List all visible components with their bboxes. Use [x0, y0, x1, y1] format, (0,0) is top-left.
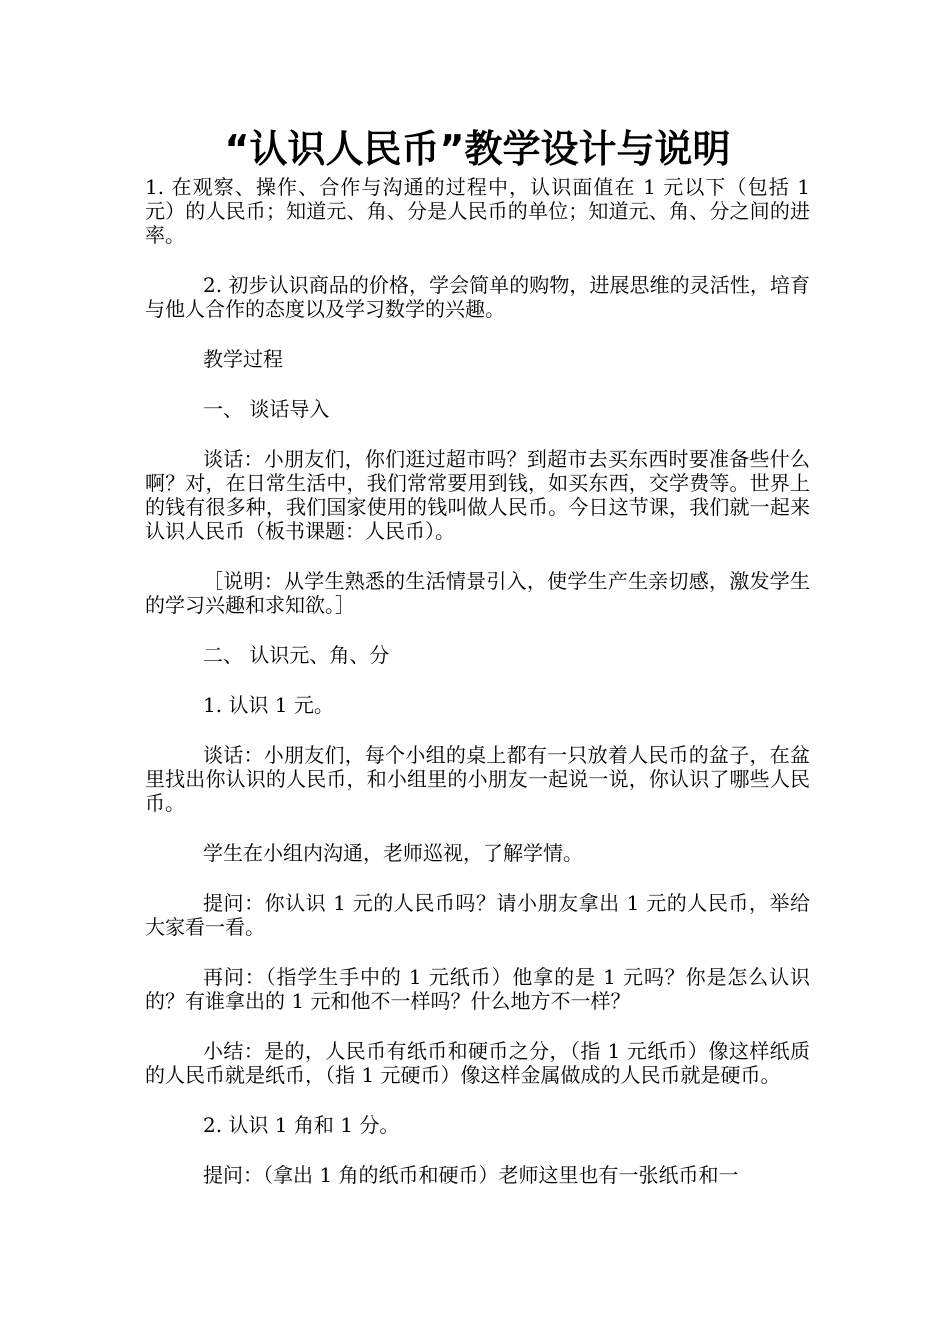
subheading-jiao-fen: 2. 认识 1 角和 1 分。	[203, 1113, 400, 1137]
section-heading-intro: 一、 谈话导入	[203, 397, 330, 421]
section-heading-units: 二、 认识元、角、分	[203, 643, 390, 667]
objective-1: 1. 在观察、操作、合作与沟通的过程中，认识面值在 1 元以下（包括 1 元）的人民币；知道元、角、分是人民币的单位；知道元、角、分之间的进率。	[145, 175, 810, 247]
document-page	[145, 125, 810, 1213]
paragraph-talk-groups: 谈话：小朋友们，每个小组的桌上都有一只放着人民币的盆子，在盆里找出你认识的人民币，和小组里的小朋友一起说一说，你认识了哪些人民币。	[145, 743, 810, 815]
paragraph-summary: 小结：是的，人民币有纸币和硬币之分，（指 1 元纸币）像这样纸质的人民币就是纸币，（指 1 元硬币）像这样金属做成的人民币就是硬币。	[145, 1039, 810, 1087]
paragraph-question-1: 提问：你认识 1 元的人民币吗？请小朋友拿出 1 元的人民币，举给大家看一看。	[145, 891, 810, 939]
section-heading-process: 教学过程	[203, 347, 283, 371]
paragraph-talk-intro: 谈话：小朋友们，你们逛过超市吗？到超市去买东西时要准备些什么啊？对，在日常生活中，我们常常要用到钱，如买东西，交学费等。世界上的钱有很多种，我们国家使用的钱叫做人民币。今日这节课，我们就一起来认识人民币（板书课题：人民币）。	[145, 447, 810, 543]
paragraph-question-3: 提问：（拿出 1 角的纸币和硬币）老师这里也有一张纸币和一	[203, 1163, 739, 1187]
paragraph-note: ［说明：从学生熟悉的生活情景引入，使学生产生亲切感，激发学生的学习兴趣和求知欲。］	[145, 569, 810, 617]
paragraph-question-2: 再问：（指学生手中的 1 元纸币）他拿的是 1 元吗？你是怎么认识的？有谁拿出的 1 元和他不一样吗？什么地方不一样？	[145, 965, 810, 1013]
paragraph-students-discuss: 学生在小组内沟通，老师巡视，了解学情。	[203, 841, 583, 865]
subheading-1-yuan: 1. 认识 1 元。	[203, 693, 334, 717]
objective-2: 2. 初步认识商品的价格，学会简单的购物，进展思维的灵活性，培育与他人合作的态度以及学习数学的兴趣。	[145, 273, 810, 321]
document-title: “认识人民币”教学设计与说明	[224, 127, 731, 171]
